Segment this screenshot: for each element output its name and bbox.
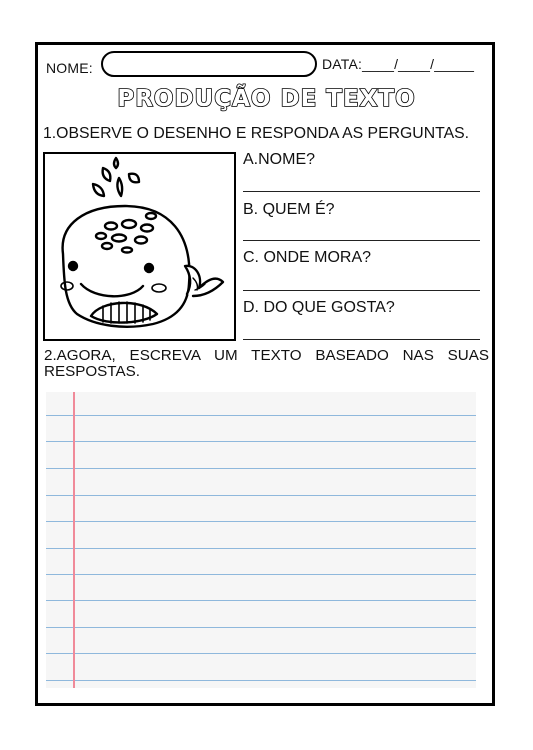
writing-line [46, 653, 476, 654]
writing-line [46, 548, 476, 549]
question-1c-label: C. ONDE MORA? [243, 249, 372, 266]
answer-line-d[interactable] [243, 339, 480, 340]
writing-line [46, 441, 476, 442]
question-2-instruction: 2.AGORA, ESCREVA UM TEXTO BASEADO NAS SUAS RESPOSTAS. [44, 347, 489, 380]
name-field[interactable] [101, 51, 317, 77]
answer-line-b[interactable] [243, 240, 480, 241]
page-title [0, 86, 533, 112]
whale-icon [45, 154, 234, 339]
writing-line [46, 574, 476, 575]
question-1a-label: A.NOME? [243, 151, 316, 168]
writing-line [46, 415, 476, 416]
name-label: NOME: [46, 60, 93, 76]
writing-line [46, 600, 476, 601]
writing-line [46, 680, 476, 681]
question-1b-label: B. QUEM É? [243, 201, 335, 218]
whale-illustration [43, 152, 236, 341]
answer-line-a[interactable] [243, 191, 480, 192]
answer-line-c[interactable] [243, 290, 480, 291]
question-1-instruction: 1.OBSERVE O DESENHO E RESPONDA AS PERGUNTAS. [43, 125, 470, 142]
lined-writing-area[interactable] [46, 392, 476, 688]
margin-line [73, 392, 75, 688]
writing-line [46, 468, 476, 469]
writing-line [46, 521, 476, 522]
writing-line [46, 627, 476, 628]
question-1d-label: D. DO QUE GOSTA? [243, 299, 395, 316]
date-label: DATA:____/____/_____ [322, 56, 475, 72]
writing-line [46, 495, 476, 496]
page-title-text: PRODUÇÃO DE TEXTO [117, 86, 416, 112]
